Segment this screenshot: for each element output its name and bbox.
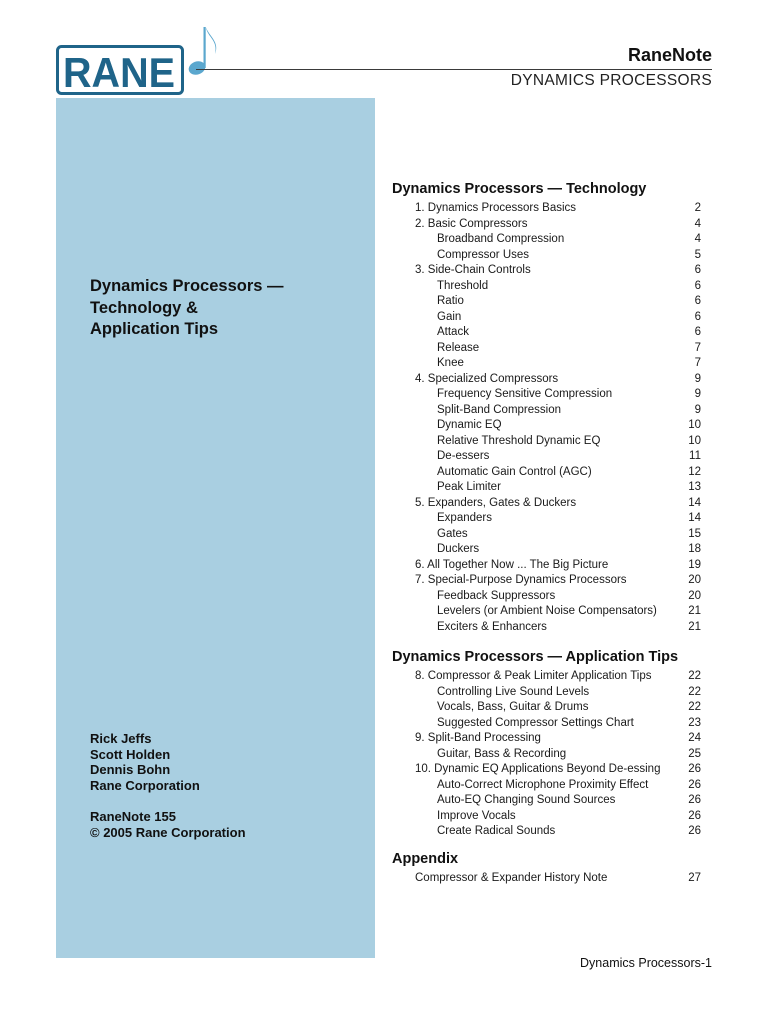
toc-entry-page: 14	[688, 496, 701, 509]
toc-entry-page: 23	[688, 716, 701, 729]
toc-entry-page: 26	[688, 809, 701, 822]
note-info	[90, 809, 246, 840]
toc-entry[interactable]	[392, 527, 701, 543]
toc-entry-page: 9	[694, 403, 701, 416]
toc-entry[interactable]	[392, 685, 701, 701]
toc-entry[interactable]	[392, 325, 701, 341]
toc-entry-label: Peak Limiter	[437, 481, 501, 493]
toc-entry-label: Frequency Sensitive Compression	[437, 388, 613, 400]
toc-entry[interactable]	[392, 217, 701, 233]
toc-entry[interactable]	[392, 669, 701, 685]
toc-entry[interactable]	[392, 542, 701, 558]
toc-entry-page: 27	[688, 872, 701, 884]
logo-text: RANE	[63, 49, 175, 96]
toc-entry-page: 26	[688, 794, 701, 806]
toc-entry[interactable]	[392, 700, 701, 716]
toc-entry-page: 6	[694, 326, 701, 338]
author-list	[90, 731, 200, 793]
toc-entry-label: Release	[437, 341, 480, 354]
toc-entry[interactable]	[392, 604, 701, 620]
toc-entry-label: 3. Side-Chain Controls	[415, 264, 531, 276]
toc-entry[interactable]	[392, 716, 701, 732]
toc-entry-label: Suggested Compressor Settings Chart	[437, 716, 634, 729]
toc-entry[interactable]	[392, 809, 701, 825]
toc-entry-page: 26	[688, 825, 701, 837]
toc-entry-label: 8. Compressor & Peak Limiter Application Tips	[415, 670, 652, 682]
copyright: © 2005 Rane Corporation	[90, 824, 246, 840]
toc-entry-label: Relative Threshold Dynamic EQ	[437, 434, 601, 447]
toc-entry-page: 10	[688, 434, 701, 447]
toc-entry-label: Vocals, Bass, Guitar & Drums	[437, 701, 589, 713]
toc-entry-label: Exciters & Enhancers	[437, 620, 547, 633]
toc-entry-label: Levelers (or Ambient Noise Compensators)	[437, 605, 657, 617]
toc-entry[interactable]	[392, 248, 701, 264]
document-subtitle: DYNAMICS PROCESSORS	[510, 72, 712, 89]
toc-entry-label: Attack	[437, 326, 469, 338]
toc-entry-page: 7	[694, 341, 701, 354]
toc-entry[interactable]	[392, 793, 701, 809]
toc-entry-label: Threshold	[437, 279, 489, 292]
toc-entry-page: 9	[694, 372, 701, 385]
toc-entry[interactable]	[392, 387, 701, 403]
toc-entry-label: 6. All Together Now ... The Big Picture	[415, 558, 609, 571]
toc-entry[interactable]	[392, 620, 701, 636]
toc-entry-label: Controlling Live Sound Levels	[437, 685, 590, 698]
toc-entry-page: 24	[688, 732, 701, 744]
toc-entry[interactable]	[392, 589, 701, 605]
toc-entry[interactable]	[392, 356, 701, 372]
toc-section-heading: Dynamics Processors — Application Tips	[392, 649, 679, 665]
toc-entry-label: 7. Special-Purpose Dynamics Processors	[415, 574, 627, 586]
toc-entry[interactable]	[392, 341, 701, 357]
toc-entry[interactable]	[392, 511, 701, 527]
toc-entry-label: Broadband Compression	[437, 233, 565, 245]
toc-entry-page: 6	[694, 295, 701, 307]
page-footer: Dynamics Processors-1	[580, 956, 712, 970]
toc-entry-label: De-essers	[437, 450, 490, 462]
toc-entry-page: 2	[694, 202, 701, 214]
toc-entry-label: Compressor & Expander History Note	[415, 872, 608, 884]
toc-entry-label: Auto-Correct Microphone Proximity Effect	[437, 778, 649, 791]
toc-entry-label: Improve Vocals	[437, 809, 516, 822]
toc-entry[interactable]	[392, 201, 701, 217]
toc-entry-label: Automatic Gain Control (AGC)	[437, 465, 592, 478]
toc-entry-label: Auto-EQ Changing Sound Sources	[437, 794, 616, 806]
toc-entry-page: 21	[688, 620, 701, 633]
author-name: Rick Jeffs	[90, 731, 152, 746]
toc-entry[interactable]	[392, 403, 701, 419]
toc-entry-label: 10. Dynamic EQ Applications Beyond De-essing	[415, 763, 661, 775]
toc-entry-label: 1. Dynamics Processors Basics	[415, 202, 577, 214]
toc-entry-page: 21	[688, 605, 701, 617]
toc-entry-page: 7	[694, 357, 701, 369]
toc-entry-label: Ratio	[437, 295, 464, 307]
rane-logo	[56, 24, 222, 96]
toc-section-heading: Dynamics Processors — Technology	[392, 181, 647, 197]
toc-entry-page: 22	[688, 670, 701, 682]
title-line: Dynamics Processors —	[90, 277, 284, 295]
toc-entry-page: 13	[688, 481, 701, 493]
brand-title: RaneNote	[627, 45, 712, 65]
toc-entry-page: 18	[688, 543, 701, 555]
toc-entry-label: 9. Split-Band Processing	[415, 732, 541, 744]
toc-entry[interactable]	[392, 480, 701, 496]
toc-entry-page: 6	[694, 264, 701, 276]
toc-entry[interactable]	[392, 418, 701, 434]
toc-entry-label: Gain	[437, 310, 462, 323]
title-line: Application Tips	[90, 320, 219, 338]
toc-entry-page: 4	[694, 233, 701, 245]
toc-entry[interactable]	[392, 294, 701, 310]
toc-entry-label: Duckers	[437, 543, 480, 555]
toc-entry-page: 19	[688, 558, 701, 571]
toc-entry-label: Feedback Suppressors	[437, 589, 556, 602]
toc-section-heading: Appendix	[392, 851, 459, 867]
toc-entry-page: 26	[688, 778, 701, 791]
toc-entry-label: Knee	[437, 357, 464, 369]
toc-entry[interactable]	[392, 573, 701, 589]
toc-entry-label: 4. Specialized Compressors	[415, 372, 559, 385]
toc-entry-label: Expanders	[437, 512, 492, 524]
toc-entry-page: 22	[688, 701, 701, 713]
toc-entry[interactable]	[392, 449, 701, 465]
toc-entry-page: 20	[688, 574, 701, 586]
toc-entry[interactable]	[392, 465, 701, 481]
toc-entry-page: 4	[694, 217, 701, 230]
toc-entry[interactable]	[392, 731, 701, 747]
toc-entry-page: 12	[688, 465, 701, 478]
author-name: Scott Holden	[90, 746, 171, 762]
toc-entry-label: Guitar, Bass & Recording	[437, 747, 567, 760]
toc-entry-label: Compressor Uses	[437, 248, 530, 261]
note-number: RaneNote 155	[90, 809, 176, 824]
toc-entry-label: 2. Basic Compressors	[415, 217, 528, 230]
toc-entry-page: 25	[688, 747, 701, 760]
side-panel	[56, 98, 375, 958]
toc-entry-page: 20	[688, 589, 701, 602]
toc-entry-page: 11	[689, 450, 701, 462]
toc-entry[interactable]	[392, 778, 701, 794]
toc-entry[interactable]	[392, 232, 701, 248]
title-line: Technology &	[90, 298, 198, 317]
toc-entry[interactable]	[392, 747, 701, 763]
document-title	[90, 276, 284, 341]
toc-entry-page: 6	[694, 310, 701, 323]
toc-entry-label: Gates	[437, 527, 468, 540]
toc-entry[interactable]	[392, 372, 701, 388]
toc-entry-page: 14	[688, 512, 701, 524]
toc-entry-label: Split-Band Compression	[437, 403, 562, 416]
toc-entry-label: 5. Expanders, Gates & Duckers	[415, 496, 577, 509]
toc-entry[interactable]	[392, 824, 701, 840]
toc-entry[interactable]	[392, 310, 701, 326]
toc-entry-label: Create Radical Sounds	[437, 825, 556, 837]
toc-entry-page: 5	[694, 248, 701, 261]
toc-entry-page: 6	[694, 279, 701, 292]
toc-entry-page: 10	[688, 419, 701, 431]
toc-entry[interactable]	[392, 558, 701, 574]
author-company: Rane Corporation	[90, 777, 200, 793]
toc-entry-page: 9	[694, 388, 701, 400]
toc-entry-page: 22	[688, 685, 701, 698]
toc-entry[interactable]	[392, 263, 701, 279]
toc-entry-label: Dynamic EQ	[437, 419, 502, 431]
toc-entry-page: 15	[688, 527, 701, 540]
author-name: Dennis Bohn	[90, 762, 171, 777]
toc-entry[interactable]	[392, 279, 701, 295]
toc-entry[interactable]	[392, 762, 701, 778]
toc-entry-page: 26	[688, 763, 701, 775]
toc-entry[interactable]	[392, 871, 701, 887]
toc-entry[interactable]	[392, 434, 701, 450]
header-rule	[196, 69, 712, 70]
toc-entry[interactable]	[392, 496, 701, 512]
